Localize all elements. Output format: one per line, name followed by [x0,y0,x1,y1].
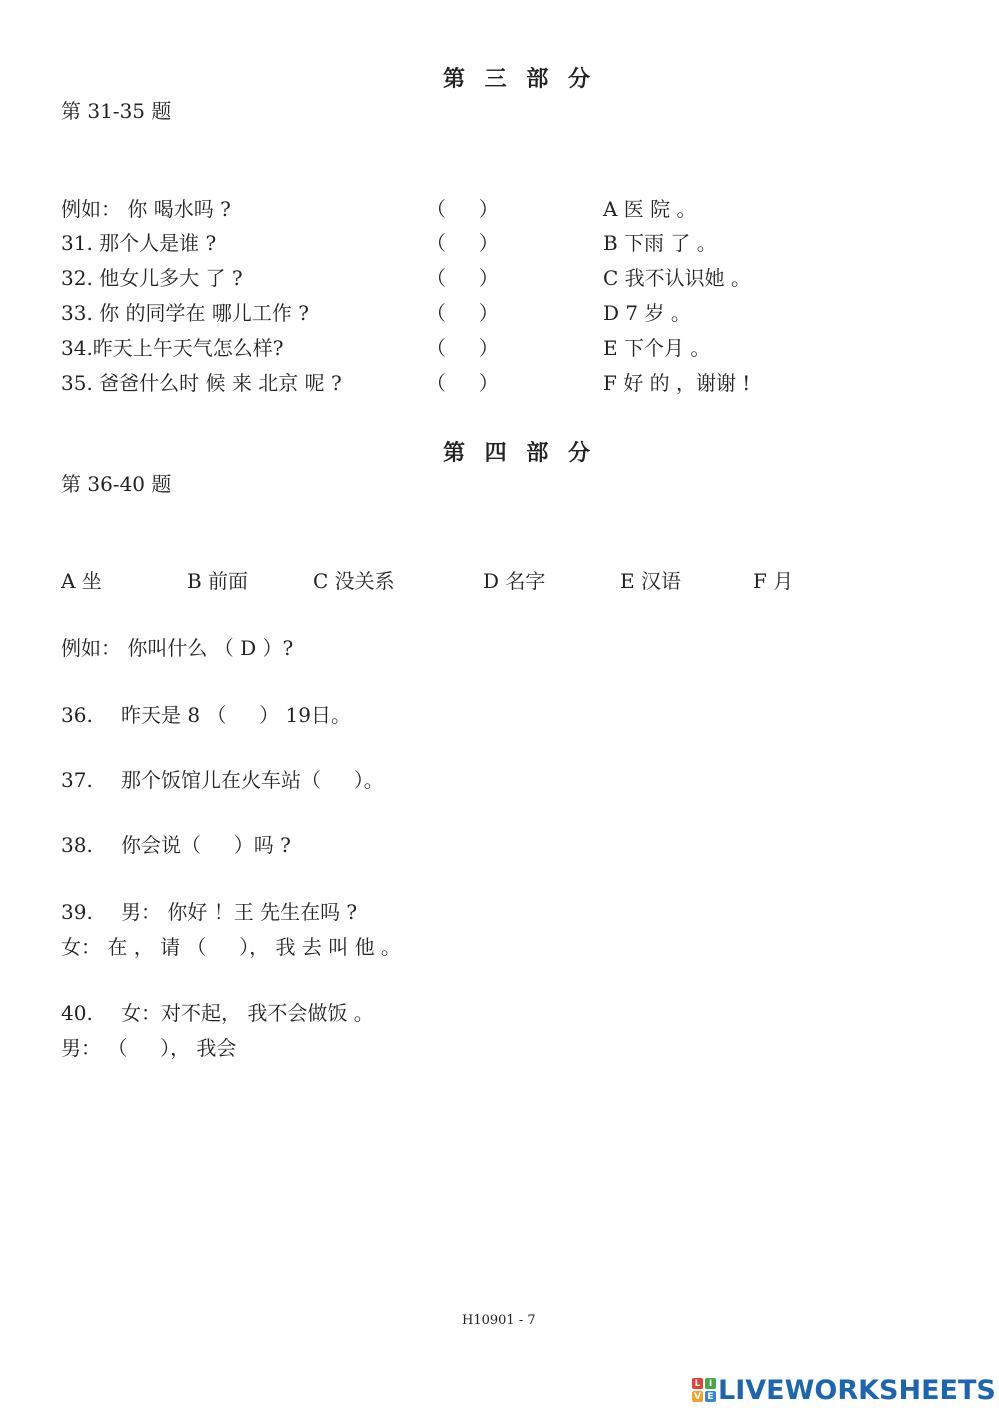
logo-letter-i: I [705,1378,716,1389]
question-37-number: 37. [61,768,93,792]
part3-question-31: 31. 那个人是谁 ? [61,231,217,255]
question-39-number: 39. [61,900,93,924]
question-40-number: 40. [61,1001,93,1025]
part4-example: 例如： 你叫什么 （ D ）? [61,636,294,660]
part3-blank-35[interactable]: （ ） [426,371,499,395]
liveworksheets-wordmark: LIVEWORKSHEETS [718,1374,996,1406]
question-39-text: 男： 你好 ！王 先生在吗 ? [121,900,358,924]
liveworksheets-logo [692,1375,996,1405]
part3-blank-31[interactable]: （ ） [426,231,499,255]
part3-question-35: 35. 爸爸什么时 候 来 北京 呢 ? [61,371,342,395]
part3-answer-c: C 我不认识她 。 [603,266,752,290]
question-37-text[interactable]: 那个饭馆儿在火车站（ ）。 [121,768,384,792]
part4-option-a: A 坐 [61,569,102,593]
part3-blank-34[interactable]: （ ） [426,336,499,360]
question-40-text: 女：对不起， 我不会做饭 。 [121,1001,374,1025]
question-40-line2[interactable]: 男： （ ）， 我会 [61,1036,237,1060]
part3-range: 第 31-35 题 [61,99,172,123]
logo-letter-v: V [692,1391,703,1402]
part3-question-32: 32. 他女儿多大 了 ? [61,266,243,290]
part3-blank-example[interactable]: （ ） [426,197,499,221]
part3-question-example: 例如： 你 喝水吗 ? [61,197,231,221]
part3-answer-e: E 下个月 。 [603,336,711,360]
liveworksheets-mark-icon [692,1378,716,1402]
question-36-number: 36. [61,703,93,727]
part4-title: 第 四 部 分 [443,440,596,466]
part4-option-c: C 没关系 [313,569,395,593]
question-38-number: 38. [61,833,93,857]
part4-option-d: D 名字 [483,569,546,593]
part3-answer-d: D 7 岁 。 [603,301,691,325]
part3-question-33: 33. 你 的同学在 哪儿工作 ? [61,301,309,325]
question-36-text[interactable]: 昨天是 8 （ ） 19日。 [121,703,351,727]
part4-option-b: B 前面 [187,569,249,593]
part3-blank-33[interactable]: （ ） [426,301,499,325]
question-38-text[interactable]: 你会说（ ）吗 ? [121,833,291,857]
logo-letter-e: E [705,1391,716,1402]
part3-question-34: 34.昨天上午天气怎么样? [61,336,284,360]
part3-blank-32[interactable]: （ ） [426,266,499,290]
part3-answer-f: F 好 的 ，谢谢 ! [603,371,751,395]
part3-title: 第 三 部 分 [443,66,596,92]
part4-option-e: E 汉语 [620,569,681,593]
part3-answer-a: A 医 院 。 [603,197,697,221]
part3-answer-b: B 下雨 了 。 [603,231,717,255]
logo-letter-l: L [692,1378,703,1389]
question-39-line2[interactable]: 女： 在 ， 请 （ ）， 我 去 叫 他 。 [61,935,401,959]
part4-range: 第 36-40 题 [61,472,172,496]
page-code: H10901 - 7 [462,1313,536,1328]
part4-option-f: F 月 [753,569,794,593]
